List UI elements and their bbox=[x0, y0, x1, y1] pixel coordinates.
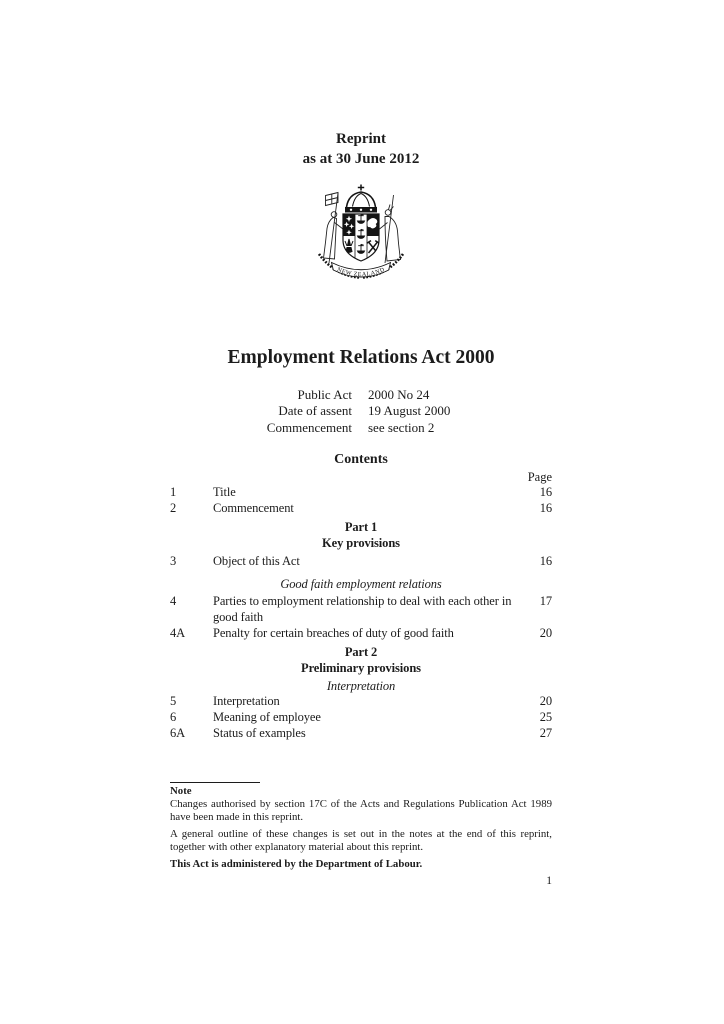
toc-entry-title: Interpretation bbox=[213, 694, 280, 709]
contents-heading: Contents bbox=[334, 452, 388, 467]
toc-entry-page: 17 bbox=[539, 594, 552, 609]
act-title: Employment Relations Act 2000 bbox=[227, 347, 495, 368]
toc-entry-title: Commencement bbox=[213, 500, 294, 515]
toc-entry-page: 25 bbox=[539, 710, 552, 725]
toc-entry-number: 6A bbox=[170, 725, 186, 740]
toc-entry-number: 2 bbox=[170, 500, 177, 515]
detail-row bbox=[170, 403, 552, 419]
note-administered: This Act is administered by the Department of Labour. bbox=[170, 858, 423, 870]
toc-entry bbox=[170, 710, 552, 726]
toc-part-heading bbox=[170, 645, 552, 676]
note-paragraph: Changes authorised by section 17C of the Acts and Regulations Publication Act 1989 have been made in this reprint. bbox=[170, 798, 552, 823]
toc-entry-number: 6 bbox=[170, 710, 177, 725]
detail-row bbox=[170, 387, 552, 403]
reprint-label: Reprint bbox=[336, 131, 386, 147]
shield bbox=[343, 214, 379, 262]
part-number: Part 2 bbox=[344, 645, 378, 660]
detail-label: Commencement bbox=[266, 419, 352, 435]
nz-coat-of-arms bbox=[170, 183, 552, 294]
act-details bbox=[170, 387, 552, 436]
toc-entry bbox=[170, 501, 552, 517]
note-paragraph: A general outline of these changes is set out in the notes at the end of this reprint, together with other explanatory material about this reprint. bbox=[170, 828, 552, 853]
part-title: Key provisions bbox=[322, 536, 400, 551]
detail-label: Date of assent bbox=[278, 403, 352, 419]
toc-crosshead: Interpretation bbox=[326, 678, 396, 693]
toc-part-heading bbox=[170, 520, 552, 551]
part-number: Part 1 bbox=[344, 520, 378, 535]
detail-value: 2000 No 24 bbox=[368, 387, 430, 402]
page-number: 1 bbox=[546, 875, 552, 887]
toc-entry-page: 27 bbox=[539, 725, 552, 740]
detail-value: see section 2 bbox=[368, 419, 435, 435]
reprint-heading bbox=[170, 130, 552, 169]
note-heading: Note bbox=[170, 785, 192, 797]
toc-entry-number: 4 bbox=[170, 594, 177, 609]
note-divider bbox=[170, 782, 260, 783]
toc-entry-title: Parties to employment relationship to deal with each other in good faith bbox=[213, 594, 512, 624]
toc-entry-page: 20 bbox=[539, 625, 552, 640]
toc-entry-number: 5 bbox=[170, 694, 177, 709]
supporter-right-chief bbox=[380, 195, 401, 263]
toc-entry bbox=[170, 694, 552, 710]
toc-entry-number: 1 bbox=[170, 485, 177, 499]
detail-value: 19 August 2000 bbox=[368, 403, 451, 419]
contents-page-label: Page bbox=[527, 470, 552, 484]
toc-entry-page: 16 bbox=[539, 553, 552, 568]
toc-entry-title: Penalty for certain breaches of duty of good faith bbox=[213, 625, 454, 640]
toc-entry bbox=[170, 485, 552, 501]
toc-entry bbox=[170, 626, 552, 642]
toc-entry-title: Meaning of employee bbox=[213, 710, 321, 725]
detail-label: Public Act bbox=[297, 387, 352, 402]
toc-entry-title: Status of examples bbox=[213, 725, 306, 740]
toc-entry-title: Title bbox=[213, 485, 236, 499]
toc-entry bbox=[170, 554, 552, 570]
banner-text: NEW ZEALAND bbox=[336, 266, 386, 279]
detail-row bbox=[170, 420, 552, 436]
toc-entry-number: 3 bbox=[170, 553, 177, 568]
toc-entry-title: Object of this Act bbox=[213, 553, 300, 568]
reprint-date: as at 30 June 2012 bbox=[302, 150, 420, 167]
toc-entry-page: 20 bbox=[539, 694, 552, 709]
supporter-left-zealandia bbox=[324, 193, 344, 264]
part-title: Preliminary provisions bbox=[301, 661, 421, 676]
toc-entry bbox=[170, 726, 552, 742]
toc-entry-page: 16 bbox=[539, 485, 552, 499]
toc-entry-page: 16 bbox=[539, 500, 552, 515]
reprint-note bbox=[170, 782, 552, 875]
table-of-contents bbox=[170, 485, 552, 742]
coat-of-arms-icon bbox=[298, 183, 424, 289]
toc-crosshead: Good faith employment relations bbox=[280, 576, 442, 591]
crown bbox=[345, 185, 377, 213]
toc-entry-number: 4A bbox=[170, 625, 186, 640]
toc-entry bbox=[170, 594, 552, 625]
